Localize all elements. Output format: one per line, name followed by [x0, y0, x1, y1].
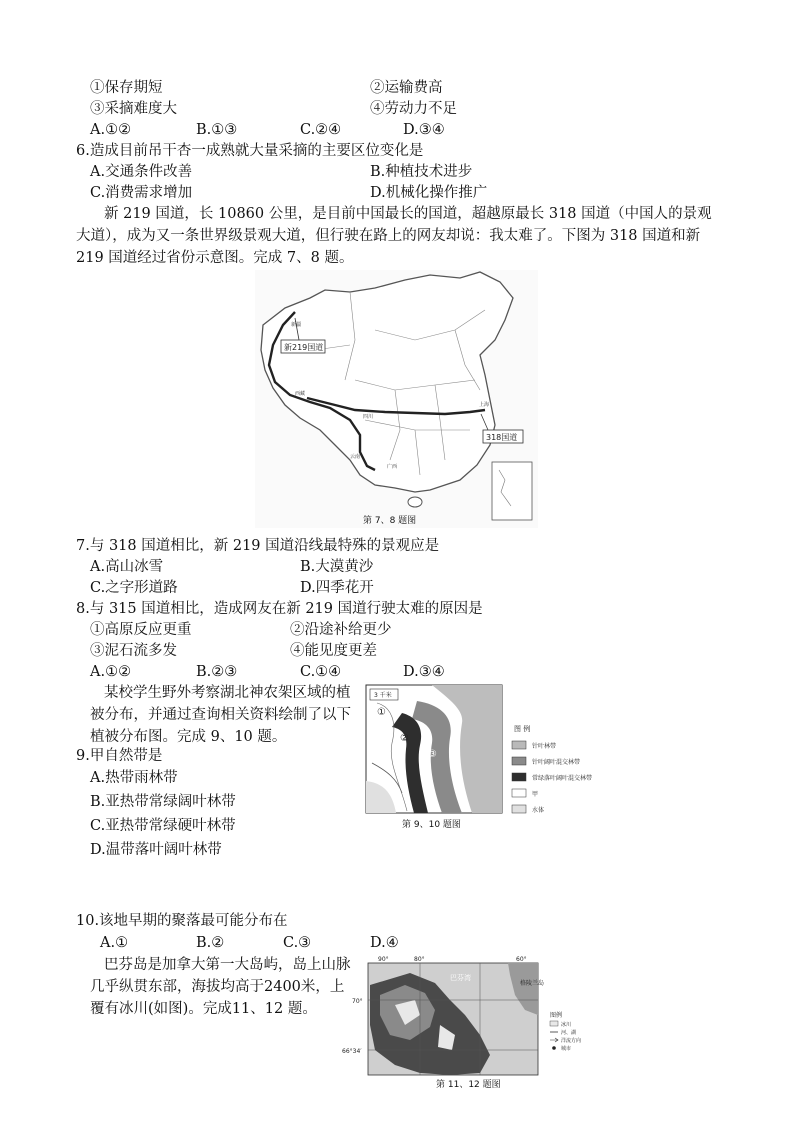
- q7-option-b: B.大漠黄沙: [300, 559, 374, 575]
- q8-option-a: A.①②: [90, 664, 132, 680]
- scale-label: 3 千米: [374, 692, 392, 699]
- q5-option-c: C.②④: [300, 122, 342, 138]
- mark-4: ④: [424, 775, 433, 786]
- map-legend-current: 洋流方向: [561, 1038, 582, 1044]
- q8-option-d: D.③④: [403, 664, 445, 680]
- q5-stmt-4: ④劳动力不足: [370, 101, 457, 117]
- place-shanghai: 上海: [479, 402, 490, 408]
- intro-11-12: 巴芬岛是加拿大第一大岛屿，岛上山脉几乎纵贯东部，海拔均高于2400米，上覆有冰川(如图)。完成11、12 题。: [90, 957, 351, 1017]
- q7-option-d: D.四季花开: [300, 580, 374, 596]
- lon-label-90: 90°: [378, 956, 389, 963]
- mark-2: ②: [400, 733, 409, 744]
- map-legend-title: 图例: [550, 1012, 563, 1019]
- map-legend: [550, 1021, 581, 1052]
- q6-option-d: D.机械化操作推广: [370, 185, 488, 201]
- q9-option-c: C.亚热带常绿硬叶林带: [90, 818, 236, 834]
- q8-stem: 8.与 315 国道相比，造成网友在新 219 国道行驶太难的原因是: [76, 601, 483, 617]
- legend-item-3: 常绿落叶阔叶混交林带: [532, 775, 593, 782]
- label-219: 新219国道: [284, 343, 324, 352]
- q8-option-b: B.②③: [196, 664, 238, 680]
- place-guangxi: 广西: [387, 464, 398, 470]
- q9-stem: 9.甲自然带是: [76, 748, 163, 764]
- place-xinjiang: 新疆: [291, 322, 302, 328]
- map-legend-river-lake: 河、湖: [561, 1030, 577, 1036]
- q8-option-c: C.①④: [300, 664, 342, 680]
- q8-stmt-1: ①高原反应更重: [90, 622, 192, 638]
- q10-stem: 10.该地早期的聚落最可能分布在: [76, 913, 288, 929]
- q10-option-b: B.②: [196, 935, 225, 951]
- mark-3: ③: [428, 749, 437, 760]
- figure-9-10-vegetation-map: [362, 683, 660, 833]
- legend-item-1: 针叶林带: [532, 743, 557, 750]
- map-legend-glacier: 冰川: [561, 1022, 572, 1028]
- lat-label-70: 70°: [352, 998, 363, 1005]
- q7-stem: 7.与 318 国道相比，新 219 国道沿线最特殊的景观应是: [76, 538, 440, 554]
- intro-9-10: 某校学生野外考察湖北神农架区域的植被分布，并通过查询相关资料绘制了以下植被分布图。完成 9、10 题。: [90, 685, 351, 745]
- figure-11-12-caption: 第 11、12 题图: [436, 1080, 501, 1090]
- q6-option-b: B.种植技术进步: [370, 164, 473, 180]
- q10-option-c: C.③: [283, 935, 312, 951]
- legend-item-5: 水体: [532, 807, 545, 814]
- intro-7-8: 新 219 国道，长 10860 公里，是目前中国最长的国道，超越原最长 318 国道（中国人的景观大道），成为又一条世界级景观大道，但行驶在路上的网友却说：我太难了。下图为 318 国道和新 219 国道经过省份示意图。完成 7、8 题。: [76, 206, 712, 266]
- legend-title: 图 例: [514, 725, 531, 733]
- q9-option-b: B.亚热带常绿阔叶林带: [90, 794, 236, 810]
- greenland-label: 格陵兰岛: [520, 980, 545, 987]
- sea-label: 巴芬湾: [450, 974, 471, 982]
- q5-option-a: A.①②: [90, 122, 132, 138]
- q7-option-a: A.高山冰雪: [90, 559, 164, 575]
- q6-option-c: C.消费需求增加: [90, 185, 193, 201]
- q8-stmt-3: ③泥石流多发: [90, 643, 177, 659]
- q7-option-c: C.之字形道路: [90, 580, 178, 596]
- q9-option-a: A.热带雨林带: [90, 770, 178, 786]
- q8-stmt-4: ④能见度更差: [290, 643, 377, 659]
- q5-stmt-3: ③采摘难度大: [90, 101, 177, 117]
- q5-option-b: B.①③: [196, 122, 238, 138]
- label-318: 318国道: [486, 433, 518, 442]
- figure-11-12-baffin-map: [340, 955, 595, 1090]
- place-yunnan: 云南: [350, 454, 361, 460]
- q6-stem: 6.造成目前吊干杏一成熟就大量采摘的主要区位变化是: [76, 143, 424, 159]
- place-xizang: 西藏: [295, 391, 306, 397]
- q10-option-d: D.④: [370, 935, 399, 951]
- q5-stmt-2: ②运输费高: [370, 80, 443, 96]
- lon-label-60: 60°: [516, 956, 527, 963]
- q5-stmt-1: ①保存期短: [90, 80, 163, 96]
- q6-option-a: A.交通条件改善: [90, 164, 193, 180]
- map-legend-city: 城市: [561, 1046, 572, 1052]
- q5-option-d: D.③④: [403, 122, 445, 138]
- legend-item-4: 甲: [532, 791, 539, 798]
- legend-item-2: 针叶阔叶混交林带: [532, 759, 581, 766]
- figure-7-8-map: [255, 270, 538, 528]
- mark-1: ①: [377, 707, 386, 718]
- lon-label-80: 80°: [414, 956, 425, 963]
- q10-option-a: A.①: [100, 935, 129, 951]
- figure-9-10-caption: 第 9、10 题图: [402, 820, 461, 830]
- lat-label-66: 66°34′: [342, 1048, 362, 1055]
- figure-7-8-caption: 第 7、8 题图: [363, 516, 417, 526]
- q9-option-d: D.温带落叶阔叶林带: [90, 842, 222, 858]
- place-sichuan: 四川: [363, 414, 374, 420]
- legend: [512, 741, 592, 814]
- q8-stmt-2: ②沿途补给更少: [290, 622, 392, 638]
